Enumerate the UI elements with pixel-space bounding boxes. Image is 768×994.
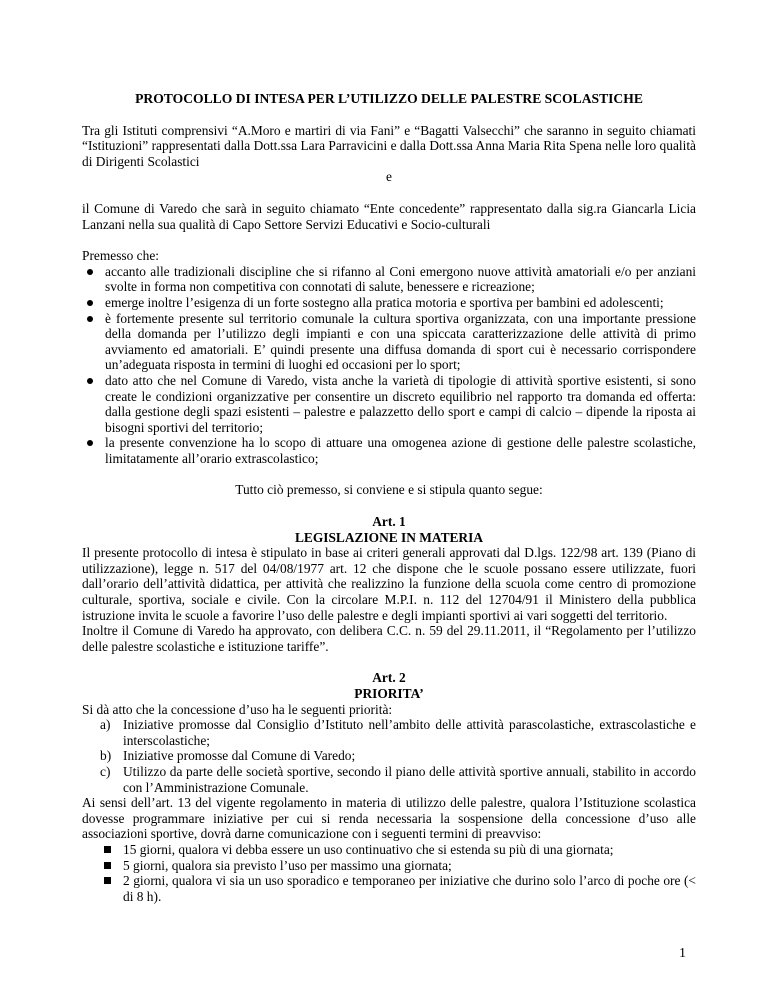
document-title: PROTOCOLLO DI INTESA PER L’UTILIZZO DELLE PALESTRE SCOLASTICHE (135, 91, 643, 106)
list-marker: c) (100, 763, 111, 779)
art2-paragraph: Ai sensi dell’art. 13 del vigente regolamento in materia di utilizzo delle palestre, qualora l’Istituzione scolastica dovesse programmare iniziative per cui si renda necessaria la sospensione della concessione d’uso alle associazioni sportive, dovrà darne comunicazione con i seguenti termini di preavviso: (82, 795, 696, 842)
conjunction-text: e (386, 169, 392, 185)
list-item: 5 giorni, qualora sia previsto l’uso per massimo una giornata; (100, 858, 696, 874)
list-item-text: Iniziative promosse dal Comune di Varedo; (123, 748, 356, 764)
document-body (82, 91, 696, 904)
art2-lead: Si dà atto che la concessione d’uso ha le seguenti priorità: (82, 701, 393, 717)
list-item: dato atto che nel Comune di Varedo, vista anche la varietà di tipologie di attività sportive esistenti, si sono create le condizioni organizzative per consentire un discreto equilibrio nel rapporto tra domanda ed offerta: dalla gestione degli spazi esistenti – palestre e palazzetto dello sport e campi di calcio – dipende la riposta ai bisogni sportivi del territorio; (82, 373, 696, 435)
art1-number: Art. 1 (372, 514, 406, 530)
list-item (100, 717, 696, 748)
list-item-text: Iniziative promosse dal Consiglio d’Istituto nell’ambito delle attività parascolastiche, extrascolastiche e interscolastiche; (123, 717, 696, 748)
art1-heading: LEGISLAZIONE IN MATERIA (294, 529, 483, 545)
comune-paragraph: il Comune di Varedo che sarà in seguito chiamato “Ente concedente” rappresentato dalla sig.ra Giancarla Licia Lanzani nella sua qualità di Capo Settore Servizi Educativi e Socio-culturali (82, 200, 696, 232)
intro-paragraph: Tra gli Istituti comprensivi “A.Moro e martiri di via Fani” e “Bagatti Valsecchi” che saranno in seguito chiamati “Istituzioni” rappresentati dalla Dott.ssa Lara Parravicini e dalla Dott.ssa Anna Maria Rita Spena nelle loro qualità di Dirigenti Scolastici (82, 122, 696, 169)
list-item: 15 giorni, qualora vi debba essere un uso continuativo che si estenda su più di una giornata; (100, 842, 696, 858)
stipula-text: Tutto ciò premesso, si conviene e si stipula quanto segue: (235, 482, 543, 498)
list-item: accanto alle tradizionali discipline che si rifanno al Coni emergono nuove attività amatoriali e/o per anziani svolte in forma non competitiva con connotati di salute, benessere e ricreazione; (82, 264, 696, 295)
notice-terms-list (82, 842, 696, 904)
list-item: emerge inoltre l’esigenza di un forte sostegno alla pratica motoria e sportiva per bambini ed adolescenti; (82, 295, 696, 311)
art2-number: Art. 2 (372, 670, 406, 686)
list-marker: b) (100, 748, 112, 764)
list-marker: a) (100, 717, 111, 733)
priority-list (82, 717, 696, 795)
art2-heading: PRIORITA’ (354, 686, 424, 701)
art1-paragraph-2: Inoltre il Comune di Varedo ha approvato, con delibera C.C. n. 59 del 29.11.2011, il “Regolamento per l’utilizzo delle palestre scolastiche e istituzione tariffe”. (82, 623, 696, 654)
list-item (100, 748, 696, 764)
list-item (100, 764, 696, 795)
list-item: la presente convenzione ha lo scopo di attuare una omogenea azione di gestione delle palestre scolastiche, limitatamente all’orario extrascolastico; (82, 435, 696, 466)
list-item: è fortemente presente sul territorio comunale la cultura sportiva organizzata, con una importante pressione della domanda per l’utilizzo degli impianti e con una spiccata caratterizzazione delle attività di primo avviamento ed amatoriali. E’ quindi presente una diffusa domanda di sport cui è necessario corrispondere un’adeguata risposta in termini di luoghi ed occasioni per lo sport; (82, 311, 696, 373)
art1-paragraph: Il presente protocollo di intesa è stipulato in base ai criteri generali approvati dal D.lgs. 122/98 art. 139 (Piano di utilizzazione), legge n. 517 del 04/08/1977 art. 12 che dispone che le scuole possano essere utilizzate, fuori dall’orario dell’attività didattica, per attività che realizzino la funzione della scuola come centro di promozione culturale, sportiva, sociale e civile. Con la circolare M.P.I. n. 112 del 12704/91 il Ministero della pubblica istruzione invita le scuole a favorire l’uso delle palestre e degli impianti sportivi ai vari soggetti del territorio. (82, 545, 696, 623)
premesso-list (82, 264, 696, 467)
premesso-heading: Premesso che: (82, 248, 159, 264)
list-item: 2 giorni, qualora vi sia un uso sporadico e temporaneo per iniziative che durino solo l’arco di poche ore (< di 8 h). (100, 873, 696, 904)
list-item-text: Utilizzo da parte delle società sportive, secondo il piano delle attività sportive annuali, stabilito in accordo con l’Amministrazione Comunale. (123, 763, 696, 795)
page-number: 1 (679, 946, 686, 961)
